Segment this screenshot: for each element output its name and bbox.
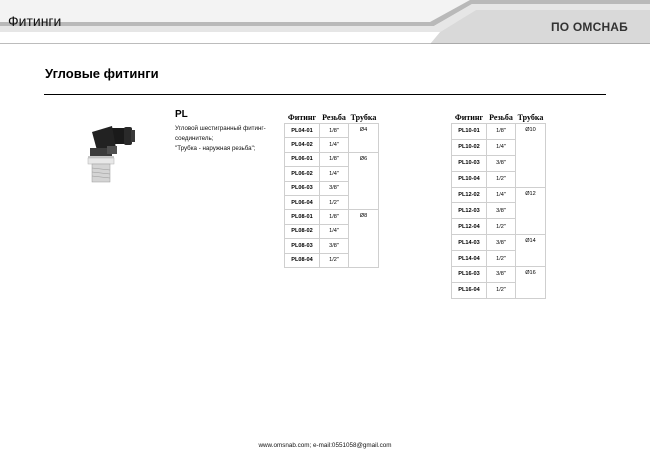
tube-diameter: Ø4 [349,124,379,153]
thread-size: 1/4" [487,139,516,155]
thread-size: 3/8" [487,235,516,251]
column-header-tube: Трубка [350,112,377,122]
thread-size: 3/8" [320,239,349,253]
product-code: PL [175,109,188,120]
thread-size: 1/2" [320,195,349,209]
tube-diameter: Ø8 [349,210,379,268]
fitting-code: PL04-01 [285,124,320,138]
thread-size: 1/2" [487,282,516,298]
fitting-code: PL06-03 [285,181,320,195]
header-bar [0,0,650,44]
column-header-fitting: Фитинг [287,112,317,122]
fitting-code: PL06-02 [285,167,320,181]
header-title: Фитинги [8,13,62,29]
fitting-code: PL10-01 [452,124,487,140]
tube-diameter: Ø10 [516,124,546,188]
table-row [452,235,546,251]
column-header-thread: Резьба [322,112,346,122]
fitting-code: PL12-04 [452,219,487,235]
thread-size: 1/4" [320,138,349,152]
fitting-code: PL08-01 [285,210,320,224]
product-image [76,118,136,188]
thread-size: 1/4" [487,187,516,203]
fitting-code: PL04-02 [285,138,320,152]
tube-diameter: Ø12 [516,187,546,235]
thread-size: 1/2" [320,253,349,267]
thread-size: 1/8" [487,124,516,140]
fitting-code: PL12-02 [452,187,487,203]
tube-diameter: Ø14 [516,235,546,267]
fitting-code: PL08-03 [285,239,320,253]
thread-size: 3/8" [320,181,349,195]
fitting-code: PL06-01 [285,152,320,166]
section-title: Угловые фитинги [45,66,159,81]
column-header-tube: Трубка [517,112,544,122]
fitting-code: PL10-03 [452,155,487,171]
fitting-code: PL16-04 [452,282,487,298]
table-row [285,152,379,166]
spec-table-right [451,111,546,299]
fitting-code: PL08-04 [285,253,320,267]
fitting-code: PL08-02 [285,224,320,238]
tube-diameter: Ø16 [516,267,546,299]
table-row [452,267,546,283]
thread-size: 1/2" [487,219,516,235]
fitting-code: PL12-03 [452,203,487,219]
fitting-code: PL06-04 [285,195,320,209]
tube-diameter: Ø6 [349,152,379,210]
thread-size: 1/8" [320,152,349,166]
fitting-code: PL16-03 [452,267,487,283]
thread-size: 1/2" [487,251,516,267]
fitting-code: PL14-04 [452,251,487,267]
table-row [285,210,379,224]
thread-size: 1/8" [320,210,349,224]
column-header-thread: Резьба [489,112,513,122]
description-line: Угловой шестигранный фитинг- [175,125,266,132]
product-description [175,124,280,154]
thread-size: 3/8" [487,203,516,219]
description-line: соединитель; [175,135,214,142]
thread-size: 1/4" [320,167,349,181]
fitting-code: PL10-04 [452,171,487,187]
table-row [452,187,546,203]
fitting-code: PL14-03 [452,235,487,251]
thread-size: 1/4" [320,224,349,238]
footer-contacts: www.omsnab.com; e-mail:0551058@gmail.com [258,442,392,449]
table-row [452,124,546,140]
description-line: "Трубка - наружная резьба"; [175,145,256,152]
divider [44,94,606,95]
spec-table-left [284,111,379,268]
thread-size: 3/8" [487,155,516,171]
thread-size: 1/8" [320,124,349,138]
brand-name: ПО ОМСНАБ [550,20,628,34]
column-header-fitting: Фитинг [454,112,484,122]
thread-size: 3/8" [487,267,516,283]
fitting-code: PL10-02 [452,139,487,155]
thread-size: 1/2" [487,171,516,187]
table-row [285,124,379,138]
